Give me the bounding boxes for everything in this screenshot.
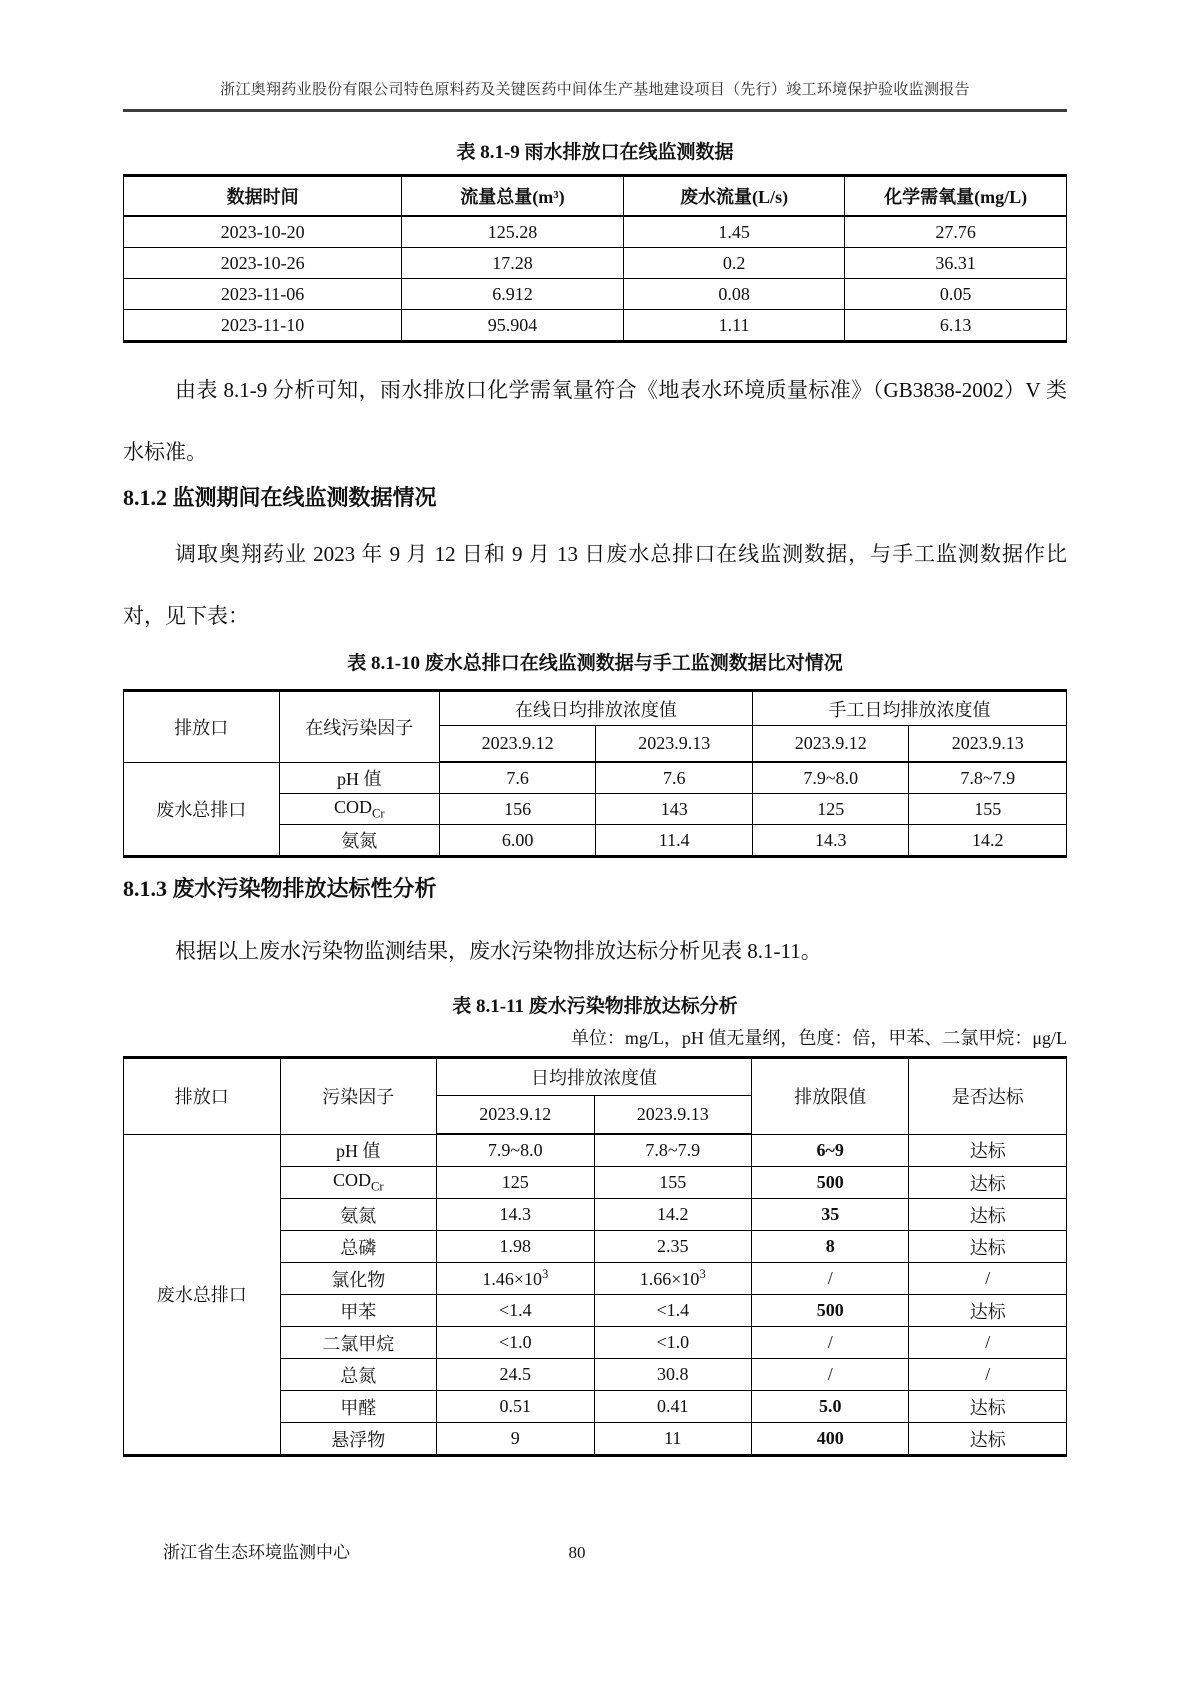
table-cell: 0.05 (845, 279, 1067, 310)
limit-cell: 8 (752, 1231, 909, 1263)
compliance-cell: 达标 (909, 1295, 1067, 1327)
table-cell: 14.2 (909, 825, 1067, 857)
table-cell: $1.46\times 10^3$ (437, 1263, 594, 1295)
unit-note: 单位：mg/L，pH 值无量纲，色度：倍，甲苯、二氯甲烷：μg/L (570, 1028, 1067, 1048)
table-cell: <1.4 (594, 1295, 751, 1327)
table-cell: 6.00 (439, 825, 596, 857)
table-819-title: 表 8.1-9 雨水排放口在线监测数据 (456, 142, 734, 163)
paragraph-2: 调取奥翔药业 2023 年 9 月 12 日和 9 月 13 日废水总排口在线监测数据，与手工监测数据作比对，见下表： (123, 542, 1067, 628)
table-header-cell: 化学需氧量(mg/L) (845, 176, 1067, 217)
table-cell: 7.8~7.9 (909, 762, 1067, 794)
factor-cell: 甲苯 (280, 1295, 437, 1327)
limit-cell: 500 (752, 1295, 909, 1327)
table-cell: 2023-10-20 (124, 216, 402, 248)
table-cell: 7.9~8.0 (437, 1134, 594, 1167)
table-8111 (123, 1056, 1067, 1457)
table-cell: $1.66\times 10^3$ (594, 1263, 751, 1295)
table-cell: 30.8 (594, 1359, 751, 1391)
table-819 (123, 174, 1067, 343)
table-row (124, 762, 1067, 794)
table-cell: 14.3 (752, 825, 909, 857)
footer-organization: 浙江省生态环境监测中心 (163, 1543, 350, 1562)
table-cell: 0.41 (594, 1391, 751, 1423)
table-header-cell: 排放口 (124, 1058, 281, 1135)
table-cell: 1.98 (437, 1231, 594, 1263)
compliance-cell: / (909, 1263, 1067, 1295)
limit-cell: 400 (752, 1423, 909, 1456)
table-cell: 155 (909, 794, 1067, 825)
compliance-cell: / (909, 1359, 1067, 1391)
table-row (124, 279, 1067, 310)
table-cell: <1.0 (594, 1327, 751, 1359)
table-cell: 143 (596, 794, 753, 825)
table-header-cell: 排放口 (124, 691, 280, 763)
table-cell: 11 (594, 1423, 751, 1456)
compliance-cell: 达标 (909, 1134, 1067, 1167)
heading-8-1-3: 8.1.3 废水污染物排放达标性分析 (123, 876, 437, 901)
table-8110 (123, 689, 1067, 858)
table-cell: 0.08 (623, 279, 845, 310)
table-header-cell: 2023.9.12 (752, 726, 909, 763)
table-8110-title: 表 8.1-10 废水总排口在线监测数据与手工监测数据比对情况 (347, 653, 843, 674)
table-cell: <1.0 (437, 1327, 594, 1359)
factor-cell: 氨氮 (280, 1199, 437, 1231)
table-cell: 6.912 (402, 279, 624, 310)
factor-cell: 总磷 (280, 1231, 437, 1263)
compliance-cell: / (909, 1327, 1067, 1359)
table-header-cell: 2023.9.13 (596, 726, 753, 763)
table-row (124, 1134, 1067, 1167)
limit-cell: 6~9 (752, 1134, 909, 1167)
table-8111-title: 表 8.1-11 废水污染物排放达标分析 (452, 996, 738, 1017)
limit-cell: 5.0 (752, 1391, 909, 1423)
compliance-cell: 达标 (909, 1423, 1067, 1456)
paragraph-3: 根据以上废水污染物监测结果，废水污染物排放达标分析见表 8.1-11。 (175, 939, 822, 963)
factor-cell: pH 值 (279, 762, 439, 794)
page-content (123, 0, 1067, 1457)
document-header-title: 浙江奥翔药业股份有限公司特色原料药及关键医药中间体生产基地建设项目（先行）竣工环境保护验收监测报告 (220, 82, 970, 98)
table-8111-header-row-1 (124, 1058, 1067, 1096)
table-cell: 24.5 (437, 1359, 594, 1391)
table-header-cell: 是否达标 (909, 1058, 1067, 1135)
table-header-cell: 排放限值 (752, 1058, 909, 1135)
table-cell: 125 (437, 1167, 594, 1199)
table-cell: 0.51 (437, 1391, 594, 1423)
table-cell: 2023-11-06 (124, 279, 402, 310)
compliance-cell: 达标 (909, 1231, 1067, 1263)
table-cell: <1.4 (437, 1295, 594, 1327)
page-footer (0, 1542, 1190, 1564)
table-header-cell: 在线日均排放浓度值 (439, 691, 752, 726)
table-cell: 1.11 (623, 310, 845, 342)
table-header-cell: 2023.9.13 (909, 726, 1067, 763)
page-number: 80 (568, 1543, 586, 1562)
factor-cell: pH 值 (280, 1134, 437, 1167)
outlet-cell: 废水总排口 (124, 1134, 281, 1456)
table-cell: 2023-11-10 (124, 310, 402, 342)
limit-cell: 500 (752, 1167, 909, 1199)
table-cell: 14.2 (594, 1199, 751, 1231)
factor-cell: $COD_{Cr}$ (279, 794, 439, 825)
table-cell: 9 (437, 1423, 594, 1456)
compliance-cell: 达标 (909, 1391, 1067, 1423)
table-cell: 7.8~7.9 (594, 1134, 751, 1167)
table-cell: 7.6 (439, 762, 596, 794)
outlet-cell: 废水总排口 (124, 762, 280, 857)
compliance-cell: 达标 (909, 1199, 1067, 1231)
table-header-cell: 日均排放浓度值 (437, 1058, 752, 1096)
table-cell: 125.28 (402, 216, 624, 248)
limit-cell: / (752, 1327, 909, 1359)
paragraph-1: 由表 8.1-9 分析可知，雨水排放口化学需氧量符合《地表水环境质量标准》（GB3838-2002）V 类水标准。 (123, 378, 1067, 464)
compliance-cell: 达标 (909, 1167, 1067, 1199)
factor-cell: 甲醛 (280, 1391, 437, 1423)
table-cell: 36.31 (845, 248, 1067, 279)
table-header-cell: 数据时间 (124, 176, 402, 217)
table-cell: 155 (594, 1167, 751, 1199)
table-cell: 27.76 (845, 216, 1067, 248)
table-row (124, 248, 1067, 279)
limit-cell: / (752, 1263, 909, 1295)
document-header (123, 0, 1067, 112)
table-header-cell: 在线污染因子 (279, 691, 439, 763)
table-header-cell: 2023.9.12 (439, 726, 596, 763)
table-header-cell: 2023.9.13 (594, 1096, 751, 1135)
table-819-header-row (124, 176, 1067, 217)
factor-cell: 二氯甲烷 (280, 1327, 437, 1359)
table-cell: 95.904 (402, 310, 624, 342)
table-row (124, 216, 1067, 248)
table-8110-header-row-1 (124, 691, 1067, 726)
limit-cell: / (752, 1359, 909, 1391)
factor-cell: 氨氮 (279, 825, 439, 857)
table-header-cell: 废水流量(L/s) (623, 176, 845, 217)
table-cell: 2023-10-26 (124, 248, 402, 279)
factor-cell: $COD_{Cr}$ (280, 1167, 437, 1199)
table-cell: 125 (752, 794, 909, 825)
table-header-cell: 2023.9.12 (437, 1096, 594, 1135)
table-cell: 6.13 (845, 310, 1067, 342)
table-cell: 11.4 (596, 825, 753, 857)
table-header-cell: 流量总量(m³) (402, 176, 624, 217)
factor-cell: 总氮 (280, 1359, 437, 1391)
table-cell: 2.35 (594, 1231, 751, 1263)
table-cell: 7.9~8.0 (752, 762, 909, 794)
table-cell: 17.28 (402, 248, 624, 279)
table-cell: 7.6 (596, 762, 753, 794)
table-cell: 14.3 (437, 1199, 594, 1231)
table-header-cell: 污染因子 (280, 1058, 437, 1135)
table-cell: 156 (439, 794, 596, 825)
table-header-cell: 手工日均排放浓度值 (752, 691, 1066, 726)
limit-cell: 35 (752, 1199, 909, 1231)
table-row (124, 310, 1067, 342)
table-cell: 0.2 (623, 248, 845, 279)
factor-cell: 氯化物 (280, 1263, 437, 1295)
table-cell: 1.45 (623, 216, 845, 248)
heading-8-1-2: 8.1.2 监测期间在线监测数据情况 (123, 485, 437, 510)
factor-cell: 悬浮物 (280, 1423, 437, 1456)
